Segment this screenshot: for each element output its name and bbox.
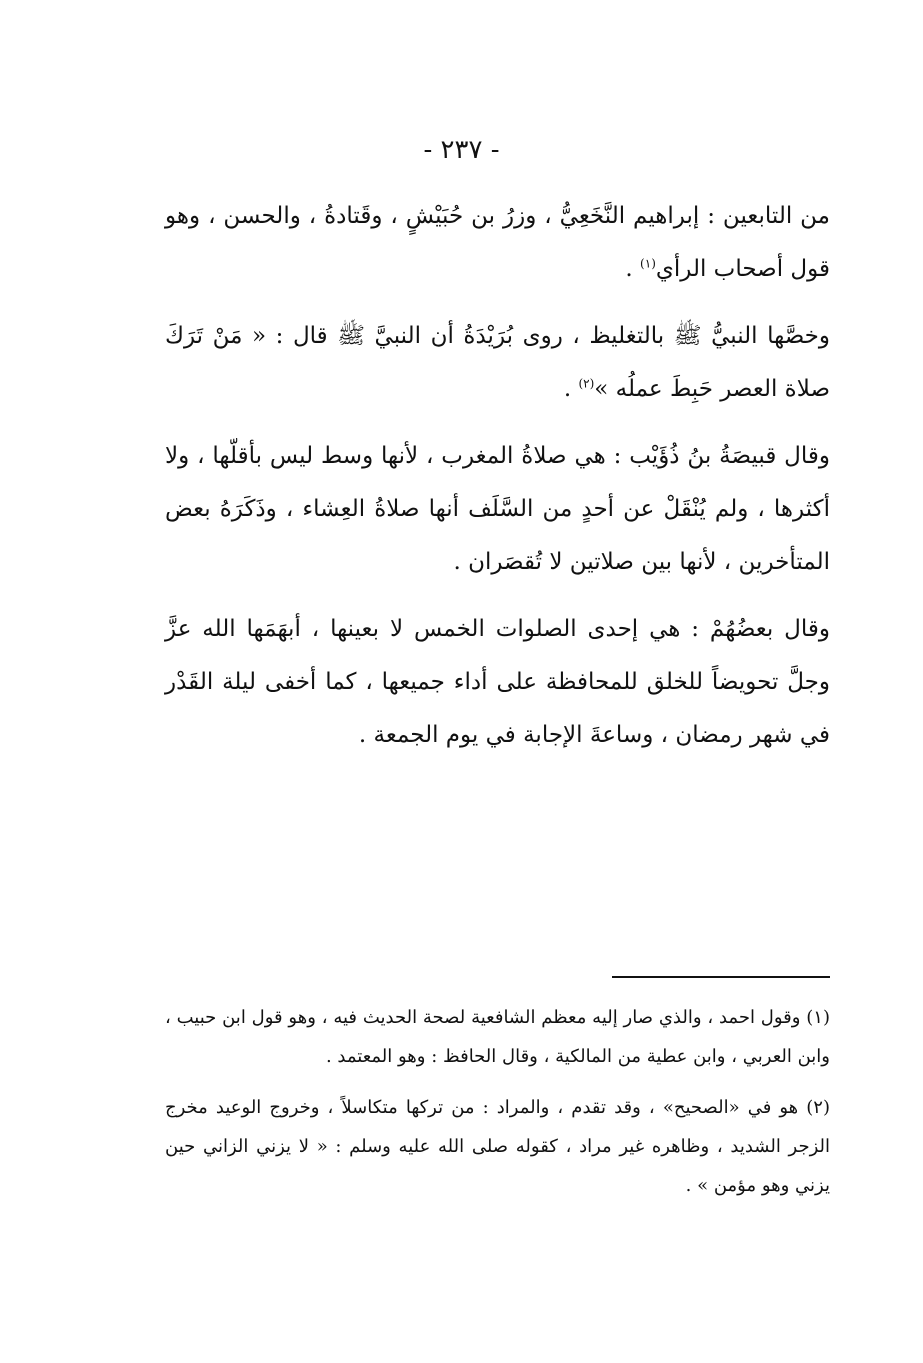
footnote-ref-2[interactable]: (٢) xyxy=(578,376,595,391)
paragraph-1-tail: . xyxy=(625,256,641,282)
paragraph-2-tail: . xyxy=(563,376,579,402)
footnotes xyxy=(165,998,830,1217)
paragraph-1-text: من التابعين : إبراهيم النَّخَعِيُّ ، وزرُ بن حُبَيْشٍ ، وقَتادةُ ، والحسن ، وهو قول أصحاب الرأي xyxy=(165,203,830,282)
footnote-ref-1[interactable]: (١) xyxy=(640,256,656,271)
paragraph-1 xyxy=(165,190,830,296)
paragraph-2 xyxy=(165,310,830,416)
paragraph-3: وقال قبيصَةُ بنُ ذُؤَيْب : هي صلاةُ المغرب ، لأنها وسط ليس بأقلّها ، ولا أكثرها ، ولم يُنْقَلْ عن أحدٍ من السَّلَف أنها صلاةُ العِشاء ، وذَكَرَهُ بعض المتأخرين ، لأنها بين صلاتين لا تُقصَران . xyxy=(165,443,830,575)
paragraph-4: وقال بعضُهُمْ : هي إحدى الصلوات الخمس لا بعينها ، أبهَمَها الله عزَّ وجلَّ تحويضاً للخلق للمحافظة على أداء جميعها ، كما أخفى ليلة القَدْر في شهر رمضان ، وساعةَ الإجابة في يوم الجمعة . xyxy=(165,616,830,748)
paragraph-2-text: وخصَّها النبيُّ ﷺ بالتغليظ ، روى بُرَيْدَةُ أن النبيَّ ﷺ قال : « مَنْ تَرَكَ صلاة العصر حَبِطَ عملُه » xyxy=(165,323,830,402)
footnote-divider xyxy=(612,976,830,978)
footnote-2: (٢) هو في «الصحيح» ، وقد تقدم ، والمراد : من تركها متكاسلاً ، وخروج الوعيد مخرج الزجر الشديد ، وظاهره غير مراد ، كقوله صلى الله عليه وسلم : « لا يزني الزاني حين يزني وهو مؤمن » . xyxy=(165,1097,830,1196)
footnote-1: (١) وقول احمد ، والذي صار إليه معظم الشافعية لصحة الحديث فيه ، وهو قول ابن حبيب ، وابن العربي ، وابن عطية من المالكية ، وقال الحافظ : وهو المعتمد . xyxy=(165,1007,830,1067)
page-number: - ٢٣٧ - xyxy=(423,135,500,165)
main-text xyxy=(165,190,830,776)
